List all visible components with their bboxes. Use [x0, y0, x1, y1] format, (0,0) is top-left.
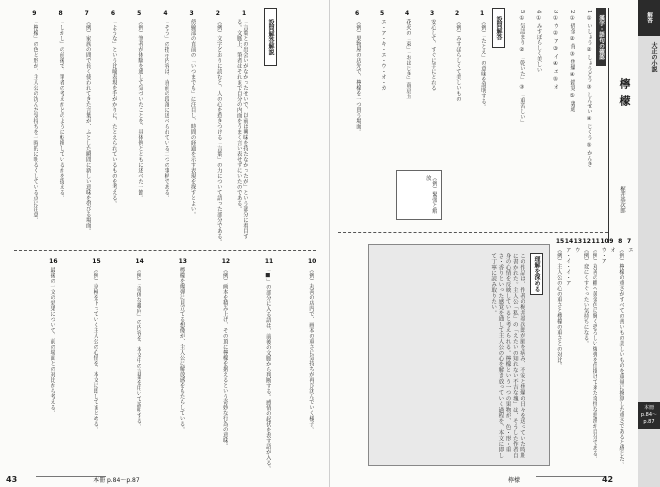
item-number: 8: [618, 238, 623, 245]
left-footer-range: 本冊 p.84〜p.87: [93, 477, 140, 484]
item-text: 花火の「束」「おはじき」南京玉: [405, 19, 411, 99]
understanding-header: 理解を深める: [530, 253, 543, 295]
kanji-item: 4 ① みすぼらしく美しい: [535, 10, 542, 73]
item-text: （例）「奇体な趣向」の内容を、本文中の言葉を用いて説明する。: [135, 267, 142, 430]
understanding-box: [368, 244, 550, 466]
item-text: 「檸檬」の色と形が、主人公の沈んだ気持ちを一時的に明るくしている点に注意。: [32, 19, 39, 223]
item-number: 13: [178, 258, 187, 265]
right-footer-title: 檸檬: [508, 477, 521, 484]
item-number: 15: [555, 238, 565, 245]
item-number: 8: [58, 10, 63, 17]
item-number: 6: [110, 10, 116, 17]
item-text: ア・イ・イ・ア: [564, 247, 571, 286]
right-page-number: 42: [601, 475, 614, 484]
item-number: 9: [609, 238, 614, 245]
example-answer-text: （例）緊張と解放: [424, 175, 437, 214]
kanji-item: 3 ① ウ ② ア ③ イ ④ エ ⑤ オ: [552, 10, 559, 90]
left-section-divider: [14, 250, 316, 251]
kanji-item: 2 ① 借金 ② 背 ③ 焦燥 ④ 錯覚 ⑤ 裏通: [569, 10, 576, 112]
item-text: （例）文字どおりに読むと、人の心を惹きつける「言葉」の力について語った部分である。: [215, 19, 222, 245]
item-number: 12: [221, 258, 231, 265]
kanji-item: 1 ① いしょう ② しょうどう ③ しんせい ④ じくう ⑤ かんき: [585, 10, 592, 167]
item-text: （例）主人公の心の重さと檸檬の重さとの対比。: [555, 247, 562, 368]
item-number: 4: [405, 10, 410, 17]
item-number: 3: [430, 10, 435, 17]
item-text: 「ような」という比喩表現を手がかりに、たとえられているものを考える。: [110, 19, 117, 206]
item-text: （例）画本を積み上げ、その頂に檸檬を据えるという奇妙な行為の意味。: [221, 267, 228, 449]
item-number: 1: [480, 10, 485, 17]
item-number: 14: [564, 238, 574, 245]
item-text: ウ: [573, 247, 580, 253]
item-text: （例）丸善の棚へ黄金色に輝く恐ろしい爆弾を仕掛けて来た奇怪な悪漢が自分である。: [591, 247, 598, 462]
item-text: （例）丸善の店内で、画本の重さに気持ちが再び沈んでいく様子。: [307, 267, 314, 432]
item-text: （例）家族の間で長く使われてきた言葉が、ふとした瞬間に新しい意味を帯びる場面。: [84, 19, 91, 234]
item-number: 7: [84, 10, 89, 17]
item-number: 5: [137, 10, 142, 17]
side-title: 大正の小説: [650, 42, 657, 72]
item-text: オ: [609, 247, 616, 253]
item-number: 10: [308, 258, 317, 265]
item-text: 「そう」の指示内容は、直前の段落に述べられている二つの事柄である。: [163, 19, 170, 201]
item-number: 10: [600, 238, 609, 245]
item-text: （例）変にくすぐったい気持ちになる。: [582, 247, 589, 346]
item-text: 檸檬を爆弾に見立てる想像が、主人公に解放感をもたらしている。: [178, 267, 185, 432]
side-range: [638, 402, 660, 429]
understanding-text: この作品は、作者の梶井基次郎が肺を病み、不安と焦燥の日々を送っていた時期に書かれた。主人公「私」の「えたいの知れない不吉な塊」は、そうした作者自身の心情を反映していると考えられる。檸檬という一つの果物が、色・形・重さ・香りといった感覚を通して主人公の心を解き放っていく過程を、本文に即して丁寧に読み取りたい。: [490, 253, 525, 459]
item-number: 15: [92, 258, 101, 265]
item-number: 7: [627, 238, 632, 245]
kanji-item: 5 ① 気詰まり ② 「乾いた」 ③ 「重苦しい」: [518, 10, 525, 126]
item-text: （例）みすぼらしくて美しいもの: [455, 19, 461, 102]
item-text: 「言葉との出会いがなかったせいで、以前は興味を持たなかったが」という部分に着目する。文脈上、筆者はそれまで自分の内面をうまく言い表せずにいたのである。: [235, 19, 248, 239]
item-number: 6: [355, 10, 360, 17]
title-rule: [608, 8, 609, 243]
item-number: 16: [49, 258, 58, 265]
item-text: 安心して、すぐに手にとれる: [430, 19, 436, 91]
item-number: 9: [32, 10, 37, 17]
item-number: 2: [215, 10, 220, 17]
item-number: 12: [582, 238, 591, 245]
example-answer-box: [396, 170, 442, 220]
answer-section-header: 設問解答: [492, 8, 505, 48]
item-text: 「■」の部分に入る語は、前後の文脈から判断する。感情の起伏を表す語が入る。: [264, 267, 271, 472]
story-title: 檸檬: [618, 78, 631, 112]
left-header-box: 設問解答解説: [264, 8, 277, 66]
item-text: （例）果物屋の店先で、檸檬を一つ買う場面。: [355, 19, 361, 135]
item-text: 「しかし」の前後で、筆者の考えがどのように転換しているかを捉える。: [58, 19, 65, 201]
left-footer: [6, 475, 140, 484]
item-number: 11: [264, 258, 274, 265]
item-text: （例）京極を下っていく主人公の心情を、本文に即してまとめる。: [92, 267, 99, 432]
kanji-section-header: 漢字・語句の確認: [596, 8, 606, 66]
item-number: 2: [455, 10, 460, 17]
side-range-label: 本冊: [643, 405, 654, 411]
item-number: 5: [380, 10, 385, 17]
item-number: 3: [189, 10, 194, 17]
item-text: （例）檸檬の重さがすべての善いもの美しいものを重量に換算した重さであると感じた。: [618, 247, 625, 467]
item-text: エ・ア・キ・エ・ウ・オ・カ: [380, 19, 386, 91]
side-tab: 解答: [638, 0, 660, 36]
item-number: 4: [163, 10, 168, 17]
item-number: 13: [573, 238, 583, 245]
item-text: 傍線部の直前の「いつまでも」に注目し、時間の経過を示す表現を探すとよい。: [189, 19, 196, 217]
item-text: ウ・ア: [600, 247, 607, 264]
right-section-divider: [338, 232, 608, 233]
left-page-number: 43: [6, 475, 18, 484]
author-name: 梶井基次郎: [619, 186, 625, 213]
right-footer: [508, 475, 613, 484]
item-text: （例）筆者が体験を通して気づいたことを、具体例とともに述べた一節。: [137, 19, 144, 201]
item-number: 1: [242, 10, 247, 17]
item-text: エ: [626, 247, 633, 253]
item-text: （例）「たとえ」の意味を説明する。: [480, 19, 486, 110]
item-text: 最後の一文の効果について、前の場面との対比から考える。: [49, 267, 56, 416]
right-page: [330, 0, 660, 487]
item-number: 11: [591, 238, 600, 245]
side-range-pages: p.84〜p.87: [640, 412, 658, 425]
item-number: 14: [135, 258, 144, 265]
